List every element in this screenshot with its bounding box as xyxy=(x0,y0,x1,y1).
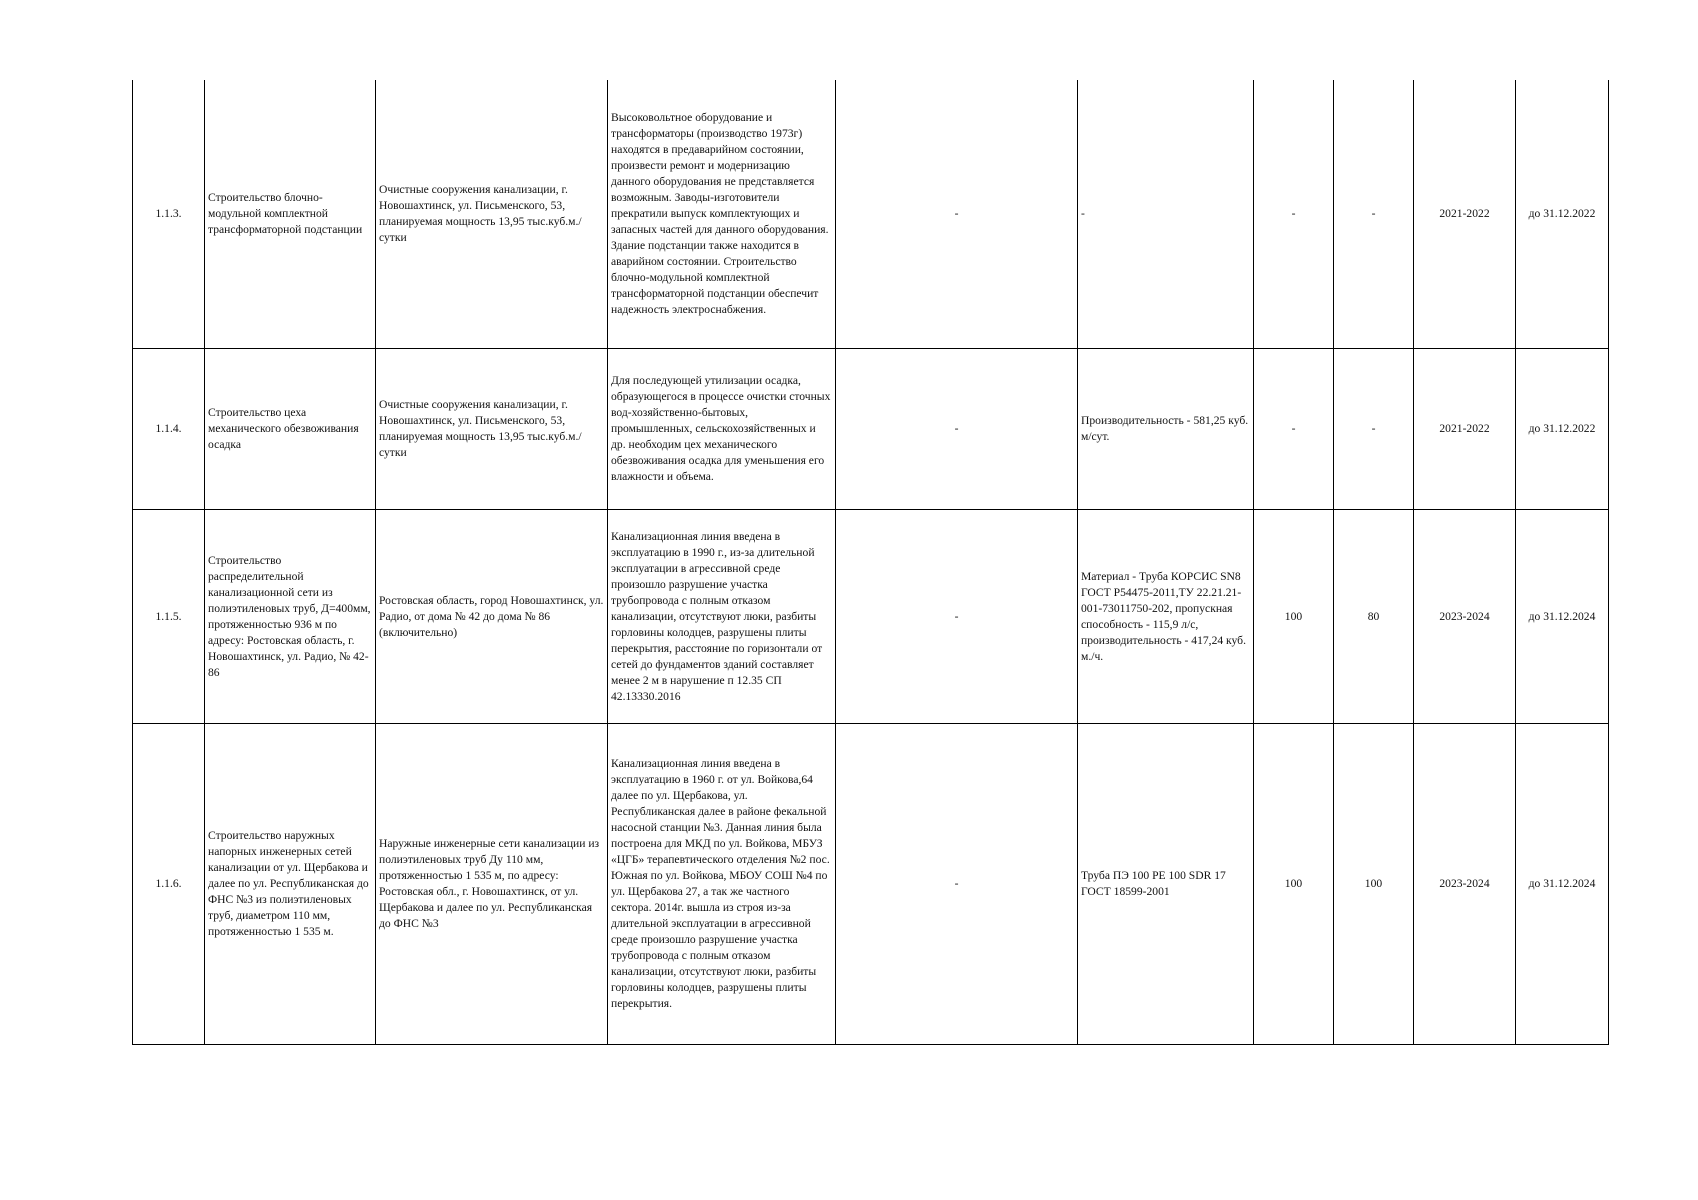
value-column-1: - xyxy=(1254,80,1334,349)
value-column-1: - xyxy=(1254,349,1334,510)
investment-program-table xyxy=(132,80,1609,1045)
implementation-period: 2023-2024 xyxy=(1414,724,1516,1045)
value-column-2: 80 xyxy=(1334,510,1414,724)
justification: Канализационная линия введена в эксплуатацию в 1990 г., из-за длительной эксплуатации в агрессивной среде произошло разрушение участка трубопровода с полным отказом канализации, отсутствуют люки, разбиты горловины колодцев, разрушены плиты перекрытия, расстояние по горизонтали от сетей до фундаментов зданий составляет менее 2 м в нарушение п 12.35 СП 42.13330.2016 xyxy=(608,510,836,724)
completion-deadline: до 31.12.2024 xyxy=(1516,510,1609,724)
planned-parameters: Производительность - 581,25 куб. м/сут. xyxy=(1078,349,1254,510)
value-column-1: 100 xyxy=(1254,510,1334,724)
table-row xyxy=(133,724,1609,1045)
current-parameters: - xyxy=(836,80,1078,349)
implementation-period: 2021-2022 xyxy=(1414,80,1516,349)
value-column-2: - xyxy=(1334,80,1414,349)
implementation-period: 2021-2022 xyxy=(1414,349,1516,510)
value-column-2: 100 xyxy=(1334,724,1414,1045)
work-description: Строительство распределительной канализационной сети из полиэтиленовых труб, Д=400мм, протяженностью 936 м по адресу: Ростовская область, г. Новошахтинск, ул. Радио, № 42-86 xyxy=(205,510,376,724)
work-description: Строительство наружных напорных инженерных сетей канализации от ул. Щербакова и далее по ул. Республиканская до ФНС №3 из полиэтиленовых труб, диаметром 110 мм, протяженностью 1 535 м. xyxy=(205,724,376,1045)
object-location: Ростовская область, город Новошахтинск, ул. Радио, от дома № 42 до дома № 86 (включительно) xyxy=(376,510,608,724)
item-number: 1.1.5. xyxy=(133,510,205,724)
completion-deadline: до 31.12.2022 xyxy=(1516,80,1609,349)
work-description: Строительство цеха механического обезвоживания осадка xyxy=(205,349,376,510)
justification: Для последующей утилизации осадка, образующегося в процессе очистки сточных вод-хозяйственно-бытовых, промышленных, сельскохозяйственных и др. необходим цех механического обезвоживания осадка для уменьшения его влажности и объема. xyxy=(608,349,836,510)
completion-deadline: до 31.12.2024 xyxy=(1516,724,1609,1045)
justification: Высоковольтное оборудование и трансформаторы (производство 1973г) находятся в предаварийном состоянии, произвести ремонт и модернизацию данного оборудования не представляется возможным. Заводы-изготовители прекратили выпуск комплектующих и запасных частей для данного оборудования. Здание подстанции также находится в аварийном состоянии. Строительство блочно-модульной комплектной трансформаторной подстанции обеспечит надежность электроснабжения. xyxy=(608,80,836,349)
justification: Канализационная линия введена в эксплуатацию в 1960 г. от ул. Войкова,64 далее по ул. Щербакова, ул. Республиканская далее в районе фекальной насосной станции №3. Данная линия была построена для МКД по ул. Войкова, МБУЗ «ЦГБ» терапевтического отделения №2 пос. Южная по ул. Войкова, МБОУ СОШ №4 по ул. Щербакова 27, а так же частного сектора. 2014г. вышла из строя из-за длительной эксплуатации в агрессивной среде произошло разрушение участка трубопровода с полным отказом канализации, отсутствуют люки, разбиты горловины колодцев, разрушены плиты перекрытия. xyxy=(608,724,836,1045)
object-location: Очистные сооружения канализации, г. Новошахтинск, ул. Письменского, 53, планируемая мощность 13,95 тыс.куб.м./сутки xyxy=(376,349,608,510)
completion-deadline: до 31.12.2022 xyxy=(1516,349,1609,510)
object-location: Наружные инженерные сети канализации из полиэтиленовых труб Ду 110 мм, протяженностью 1 535 м, по адресу: Ростовская обл., г. Новошахтинск, от ул. Щербакова и далее по ул. Республиканская до ФНС №3 xyxy=(376,724,608,1045)
planned-parameters: - xyxy=(1078,80,1254,349)
current-parameters: - xyxy=(836,510,1078,724)
value-column-1: 100 xyxy=(1254,724,1334,1045)
item-number: 1.1.6. xyxy=(133,724,205,1045)
table-row xyxy=(133,510,1609,724)
object-location: Очистные сооружения канализации, г. Новошахтинск, ул. Письменского, 53, планируемая мощность 13,95 тыс.куб.м./сутки xyxy=(376,80,608,349)
table-row xyxy=(133,349,1609,510)
current-parameters: - xyxy=(836,724,1078,1045)
table-row xyxy=(133,80,1609,349)
item-number: 1.1.3. xyxy=(133,80,205,349)
implementation-period: 2023-2024 xyxy=(1414,510,1516,724)
work-description: Строительство блочно-модульной комплектной трансформаторной подстанции xyxy=(205,80,376,349)
value-column-2: - xyxy=(1334,349,1414,510)
current-parameters: - xyxy=(836,349,1078,510)
item-number: 1.1.4. xyxy=(133,349,205,510)
planned-parameters: Труба ПЭ 100 РЕ 100 SDR 17 ГОСТ 18599-2001 xyxy=(1078,724,1254,1045)
planned-parameters: Материал - Труба КОРСИС SN8 ГОСТ Р54475-2011,ТУ 22.21.21-001-73011750-202, пропускная способность - 115,9 л/с, производительность - 417,24 куб. м./ч. xyxy=(1078,510,1254,724)
